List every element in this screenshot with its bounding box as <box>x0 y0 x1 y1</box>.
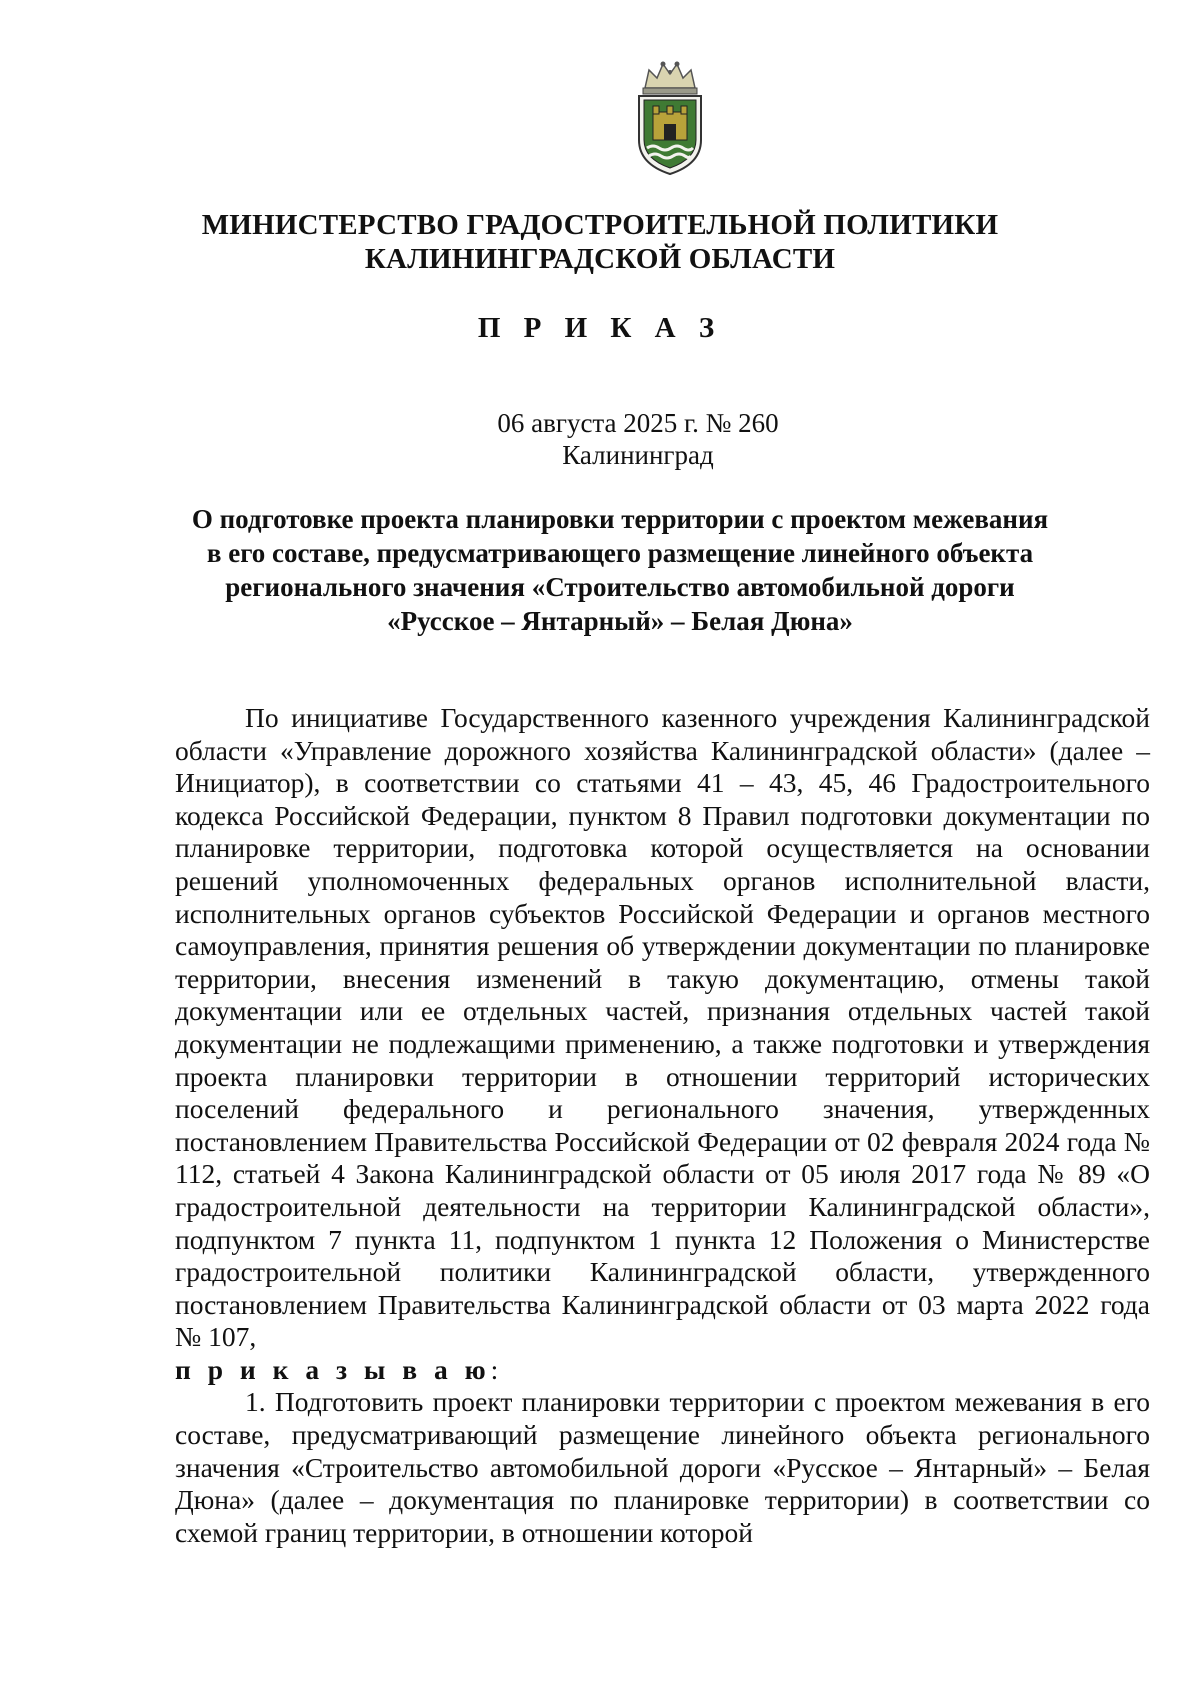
prikazyvayu-colon: : <box>490 1353 499 1385</box>
title-line3: регионального значения «Строительство автомобильной дороги <box>225 572 1015 602</box>
document-title <box>180 502 1060 638</box>
title-line2: в его составе, предусматривающего размещение линейного объекта <box>206 538 1034 568</box>
preamble-paragraph <box>175 702 1150 1386</box>
ministry-name <box>0 208 1200 276</box>
point-1-paragraph: 1. Подготовить проект планировки территории с проектом межевания в его составе, предусматривающий размещение линейного объекта регионального значения «Строительство автомобильной дороги «Русское – Янтарный» – Белая Дюна» (далее – документация по планировке территории) в соответствии со схемой границ территории, в отношении которой <box>175 1386 1150 1548</box>
document-type: П Р И К А З <box>477 312 723 344</box>
document-city: Калининград <box>562 440 714 470</box>
title-line1: О подготовке проекта планировки территории с проектом межевания <box>191 504 1049 534</box>
ministry-name-line1: МИНИСТЕРСТВО ГРАДОСТРОИТЕЛЬНОЙ ПОЛИТИКИ <box>201 209 999 241</box>
ministry-name-line2: КАЛИНИНГРАДСКОЙ ОБЛАСТИ <box>364 243 836 275</box>
preamble-text: По инициативе Государственного казенного учреждения Калининградской области «Управление дорожного хозяйства Калининградской области» (далее – Инициатор), в соответствии со статьями 41 – 43, 45, 46 Градостроительного кодекса Российской Федерации, пунктом 8 Правил подготовки документации по планировке территории, подготовка которой осуществляется на основании решений уполномоченных федеральных органов исполнительной власти, исполнительных органов субъектов Российской Федерации и органов местного самоуправления, принятия решения об утверждении документации по планировке территории, внесения изменений в такую документацию, отмены такой документации или ее отдельных частей, признания отдельных частей такой документации не подлежащими применению, а также подготовки и утверждения проекта планировки территории в отношении территорий исторических поселений федерального и регионального значения, утвержденных постановлением Правительства Российской Федерации от 02 февраля 2024 года № 112, статьей 4 Закона Калининградской области от 05 июля 2017 года № 89 «О градостроительной деятельности на территории Калининградской области», подпунктом 7 пункта 11, подпунктом 1 пункта 12 Положения о Министерстве градостроительной политики Калининградской области, утвержденного постановлением Правительства Калининградской области от 03 марта 2022 года № 107, <box>175 702 1150 1353</box>
document-date-number: 06 августа 2025 г. № 260 <box>497 408 779 438</box>
coat-of-arms-icon <box>631 58 709 178</box>
prikazyvayu-word: п р и к а з ы в а ю <box>175 1353 491 1385</box>
title-line4: «Русское – Янтарный» – Белая Дюна» <box>387 606 853 636</box>
document-body <box>175 702 1150 1549</box>
